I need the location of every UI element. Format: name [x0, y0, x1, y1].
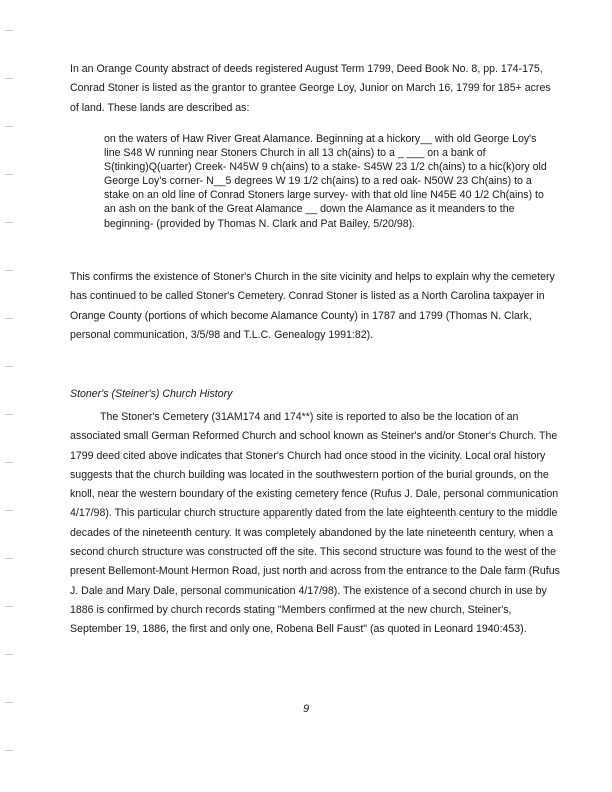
page-number: 9	[302, 703, 310, 715]
binding-margin-marks	[4, 0, 18, 792]
intro-paragraph: In an Orange County abstract of deeds registered August Term 1799, Deed Book No. 8, pp. 174-175, Conrad Stoner is listed as the grantor to grantee George Loy, Junior on March 16, 1799 for 185+ acres of land. These lands are described as:	[70, 63, 551, 114]
deed-description-quote: on the waters of Haw River Great Alamance. Beginning at a hickory__ with old George Loy's line S48 W running near Stoners Church in all 13 ch(ains) to a _ ___ on a bank of S(tinking)Q(uarter) Creek- N45W 9 ch(ains) to a stake- S45W 23 1/2 ch(ains) to a hic(k)ory old George Loy's corner- N__5 degrees W 19 1/2 ch(ains) to a red oak- N50W 23 Ch(ains) to a stake on an old line of Conrad Stoners large survey- with that old line N45E 40 1/2 Ch(ains) to an ash on the bank of the Great Alamance __ down the Alamance as it meanders to the beginning- (provided by Thomas N. Clark and Pat Bailey, 5/20/98).	[104, 133, 547, 230]
confirmation-paragraph: This confirms the existence of Stoner's Church in the site vicinity and helps to explain why the cemetery has continued to be called Stoner's Cemetery. Conrad Stoner is listed as a North Carolina taxpayer in Orange County (portions of which become Alamance County) in 1787 and 1799 (Thomas N. Clark, personal communication, 3/5/98 and T.L.C. Genealogy 1991:82).	[70, 271, 555, 341]
church-history-paragraph: The Stoner's Cemetery (31AM174 and 174**) site is reported to also be the location of an associated small German Reformed Church and school known as Steiner's and/or Stoner's Church. The 1799 deed cited above indicates that Stoner's Church had once stood in the vicinity. Local oral history suggests that the church building was located in the southwestern portion of the burial grounds, on the knoll, near the western boundary of the existing cemetery fence (Rufus J. Dale, personal communication 4/17/98). This particular church structure apparently dated from the late eighteenth century to the middle decades of the nineteenth century. It was completely abandoned by the late nineteenth century, when a second church structure was constructed off the site. This second structure was found to the west of the present Bellemont-Mount Hermon Road, just north and across from the entrance to the Dale farm (Rufus J. Dale and Mary Dale, personal communication 4/17/98). The existence of a second church in use by 1886 is confirmed by church records stating "Members confirmed at the new church, Steiner's, September 19, 1886, the first and only one, Robena Bell Faust" (as quoted in Leonard 1940:453).	[70, 411, 560, 636]
section-heading: Stoner's (Steiner's) Church History	[70, 388, 233, 400]
